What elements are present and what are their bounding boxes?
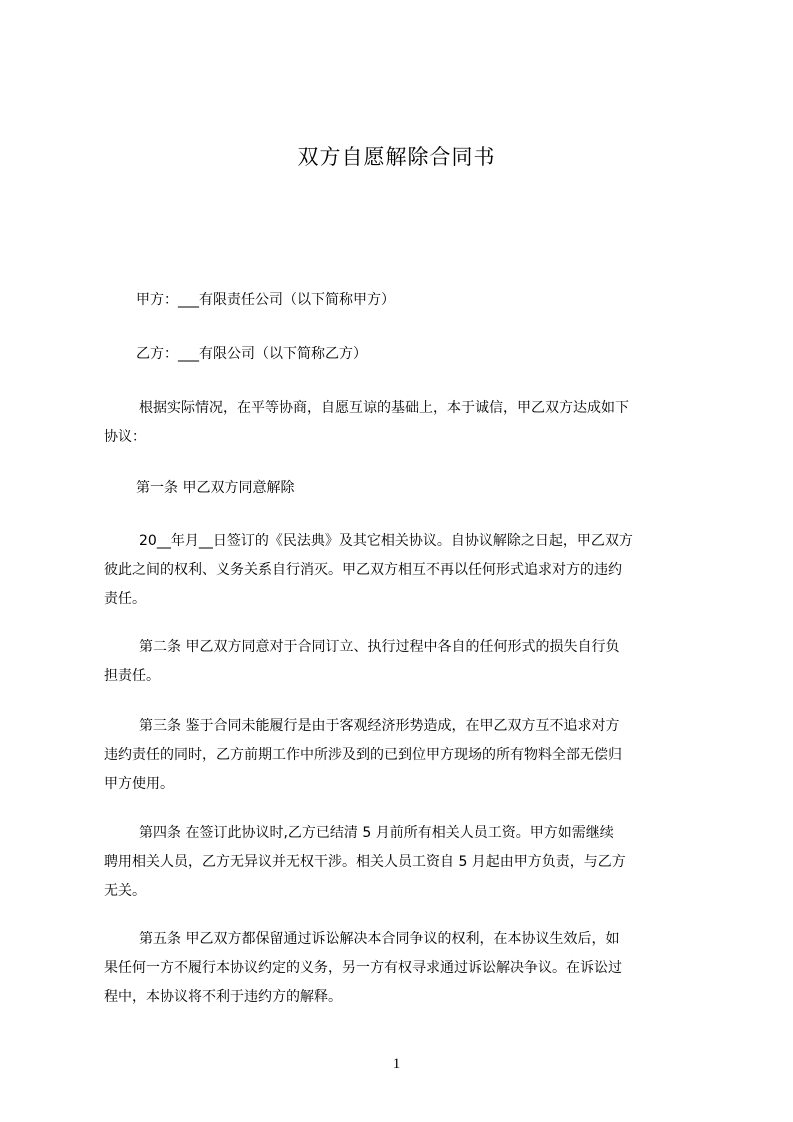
- article-1-heading-text: 第一条 甲乙双方同意解除: [136, 480, 295, 496]
- preamble-line-1: 根据实际情况，在平等协商，自愿互谅的基础上，本于诚信，甲乙双方达成如下: [139, 400, 629, 416]
- article-3-line-3: 甲方使用。: [104, 776, 174, 792]
- article-5-paragraph: [104, 925, 700, 1012]
- preamble-line-2: 协议：: [104, 429, 146, 445]
- article-2-line-1: 第二条 甲乙双方同意对于合同订立、执行过程中各自的任何形式的损失自行负: [139, 639, 620, 655]
- article-5-line-3: 程中，本协议将不利于违约方的解释。: [104, 989, 342, 1005]
- article-3-paragraph: [104, 712, 700, 799]
- party-b-line: [104, 340, 700, 369]
- article-5-line-1: 第五条 甲乙双方都保留通过诉讼解决本合同争议的权利，在本协议生效后，如: [139, 931, 620, 947]
- article-4-line-2: 聘用相关人员，乙方无异议并无权干涉。相关人员工资自 5 月起由甲方负责，与乙方: [104, 854, 626, 870]
- party-a-text: 甲方：___有限责任公司（以下简称甲方）: [136, 292, 395, 308]
- article-1-line-3: 责任。: [104, 591, 146, 607]
- article-3-line-1: 第三条 鉴于合同未能履行是由于客观经济形势造成，在甲乙双方互不追求对方: [139, 718, 620, 734]
- article-2-paragraph: [104, 633, 700, 691]
- document-title: 双方自愿解除合同书: [297, 145, 496, 169]
- article-3-line-2: 违约责任的同时，乙方前期工作中所涉及到的已到位甲方现场的所有物料全部无偿归: [104, 747, 622, 763]
- article-1-line-2: 彼此之间的权利、义务关系自行消灭。甲乙双方相互不再以任何形式追求对方的违约: [104, 562, 622, 578]
- party-a-line: [104, 286, 700, 315]
- article-1-line-1: 20__年月__日签订的《民法典》及其它相关协议。自协议解除之日起，甲乙双方: [139, 533, 633, 549]
- party-b-text: 乙方：___有限公司（以下简称乙方）: [136, 346, 367, 362]
- page-number: 1: [392, 1056, 401, 1072]
- article-4-line-1: 第四条 在签订此协议时,乙方已结清 5 月前所有相关人员工资。甲方如需继续: [139, 825, 614, 841]
- preamble-paragraph: [104, 394, 700, 452]
- article-4-line-3: 无关。: [104, 883, 146, 899]
- article-1-paragraph: [104, 527, 700, 614]
- article-2-line-2: 担责任。: [104, 668, 160, 684]
- article-5-line-2: 果任何一方不履行本协议约定的义务，另一方有权寻求通过诉讼解决争议。在诉讼过: [104, 960, 622, 976]
- article-1-heading: [104, 474, 700, 503]
- article-4-paragraph: [104, 819, 700, 906]
